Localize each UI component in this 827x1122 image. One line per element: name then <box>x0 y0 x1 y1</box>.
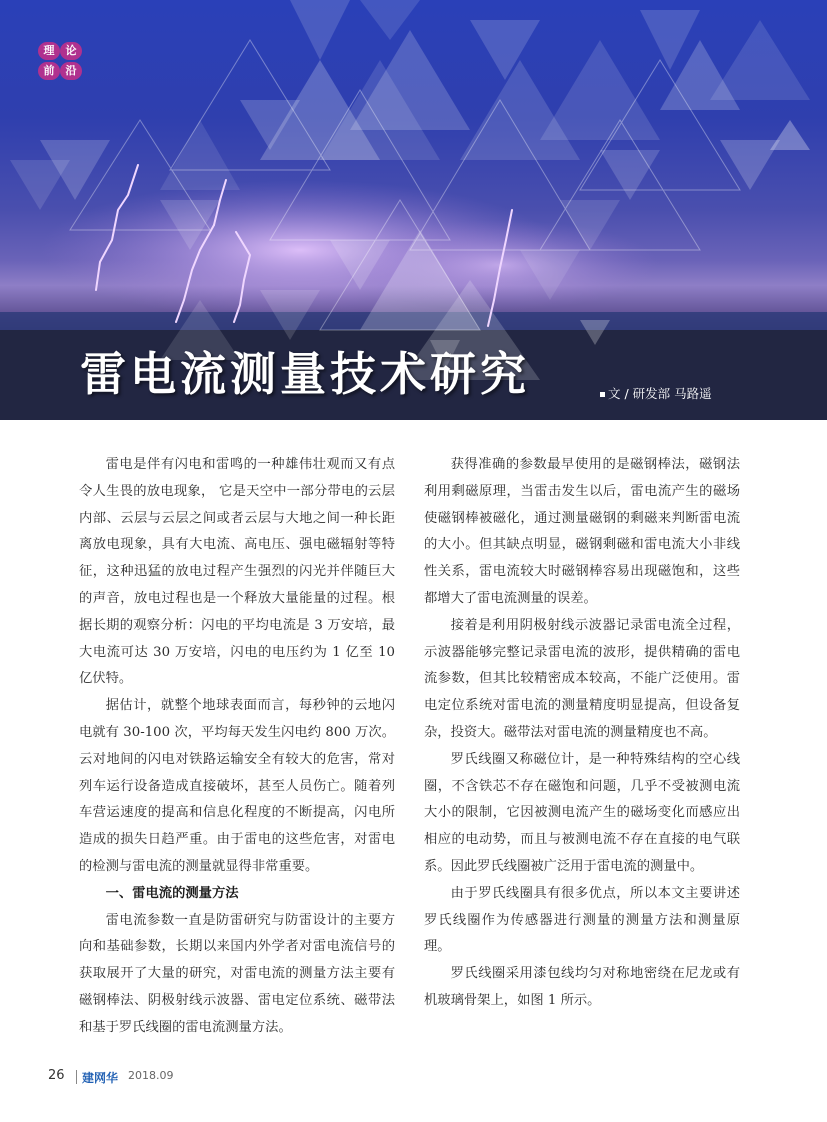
issue-date: 2018.09 <box>128 1069 174 1082</box>
paragraph: 罗氏线圈又称磁位计，是一种特殊结构的空心线圈，不含铁芯不存在磁饱和问题，几乎不受被测电流大小的限制，它因被测电流产生的磁场变化而感应出相应的电动势，而且与被测电流不存在直接的电气联系。因此罗氏线圈被广泛用于雷电流的测量中。 <box>424 751 740 874</box>
article-title: 雷电流测量技术研究 <box>80 347 530 401</box>
footer-divider <box>76 1070 77 1084</box>
page-number: 26 <box>48 1068 65 1083</box>
byline <box>600 384 712 402</box>
magazine-name: 建网华 <box>82 1071 119 1085</box>
paragraph: 获得准确的参数最早使用的是磁钢棒法，磁钢法利用剩磁原理，当雷击发生以后，雷电流产生的磁场使磁钢棒被磁化，通过测量磁钢的剩磁来判断雷电流的大小。但其缺点明显，磁钢剩磁和雷电流大小非线性关系，雷电流较大时磁钢棒容易出现磁饱和，这些都增大了雷电流测量的误差。 <box>424 457 740 606</box>
paragraph: 据估计，就整个地球表面而言，每秒钟的云地闪电就有 30-100 次，平均每天发生闪电约 800 万次。云对地间的闪电对铁路运输安全有较大的危害，常对列车运行设备造成直接破坏，甚至人员伤亡。随着列车营运速度的提高和信息化程度的不断提高，闪电所造成的损失日趋严重。由于雷电的这些危害，对雷电的检测与雷电流的测量就显得非常重要。 <box>79 698 395 874</box>
paragraph: 由于罗氏线圈具有很多优点，所以本文主要讲述罗氏线圈作为传感器进行测量的测量方法和测量原理。 <box>424 885 740 955</box>
badge-char: 理 <box>38 42 60 60</box>
paragraph: 接着是利用阴极射线示波器记录雷电流全过程，示波器能够完整记录雷电流的波形，提供精确的雷电流参数，但其比较精密成本较高，不能广泛使用。雷电定位系统对雷电流的测量精度明显提高，但设备复杂，投资大。磁带法对雷电流的测量精度也不高。 <box>424 617 740 740</box>
bullet-icon <box>600 392 605 397</box>
badge-char: 论 <box>60 42 82 60</box>
paragraph: 罗氏线圈采用漆包线均匀对称地密绕在尼龙或有机玻璃骨架上，如图 1 所示。 <box>424 966 740 1008</box>
section-badge <box>30 40 86 84</box>
badge-char: 前 <box>38 62 60 80</box>
badge-char: 沿 <box>60 62 82 80</box>
paragraph: 雷电流参数一直是防雷研究与防雷设计的主要方向和基础参数，长期以来国内外学者对雷电流信号的获取展开了大量的研究，对雷电流的测量方法主要有磁钢棒法、阴极射线示波器、雷电定位系统、磁带法和基于罗氏线圈的雷电流测量方法。 <box>79 912 395 1035</box>
byline-text: 文 / 研发部 马路遥 <box>608 386 712 401</box>
section-heading: 一、雷电流的测量方法 <box>105 885 239 901</box>
left-column <box>79 452 395 1042</box>
hero-image <box>0 0 827 420</box>
right-column <box>424 452 740 1015</box>
paragraph: 雷电是伴有闪电和雷鸣的一种雄伟壮观而又有点令人生畏的放电现象， 它是天空中一部分带电的云层内部、云层与云层之间或者云层与大地之间一种长距离放电现象，具有大电流、高电压、强电磁辐射等特征，这种迅猛的放电过程产生强烈的闪光并伴随巨大的声音，放电过程也是一个释放大量能量的过程。根据长期的观察分析：闪电的平均电流是 3 万安培，最大电流可达 30 万安培，闪电的电压约为 1 亿至 10 亿伏特。 <box>79 457 395 687</box>
